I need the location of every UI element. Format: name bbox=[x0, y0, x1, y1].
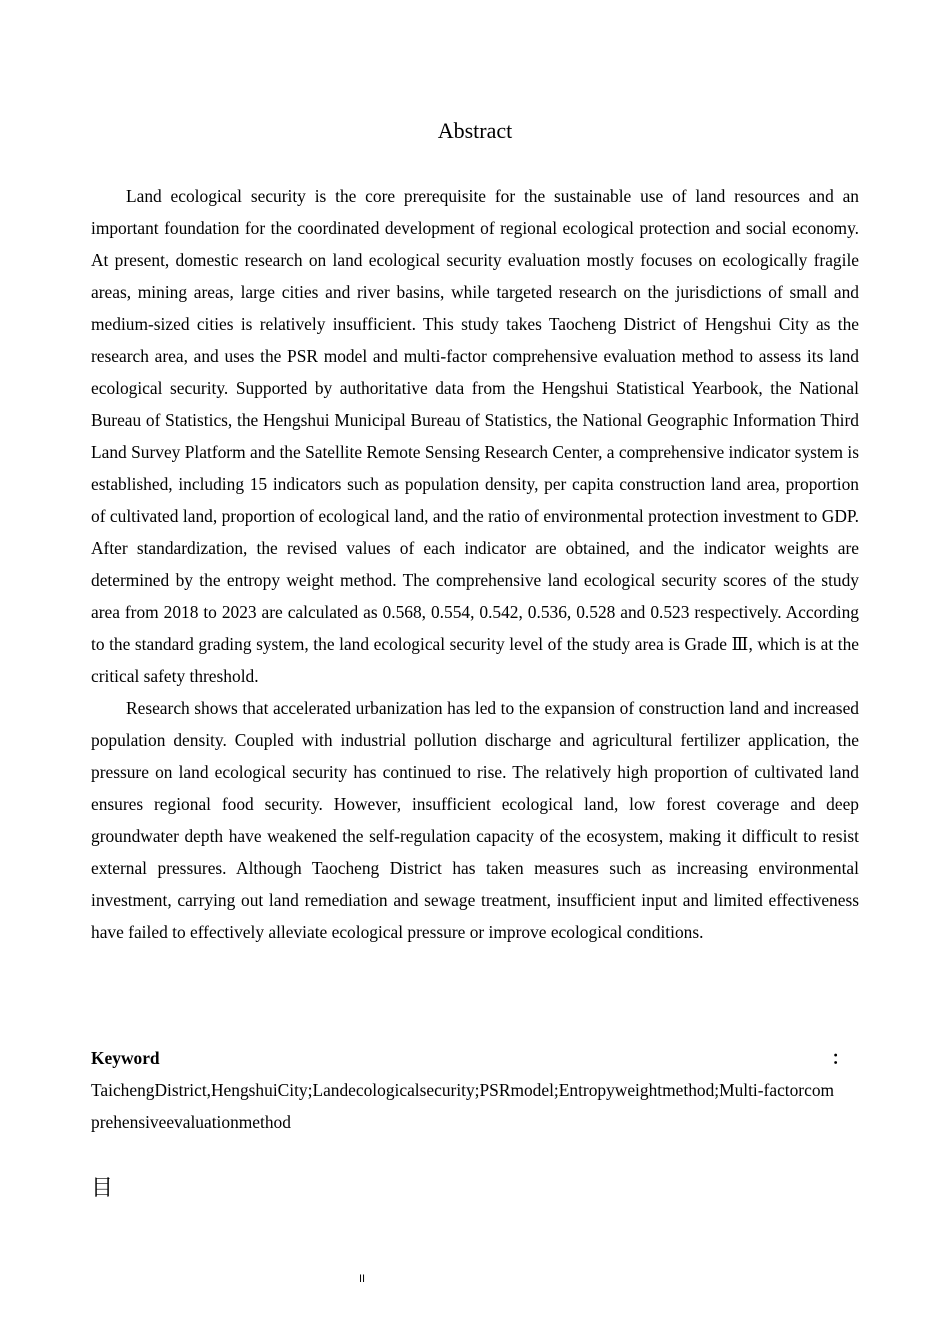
keywords-section bbox=[91, 1042, 859, 1138]
keywords-list: TaichengDistrict,HengshuiCity;Landecologicalsecurity;PSRmodel;Entropyweightmethod;Multi-factorcomprehensiveevaluationmethod bbox=[91, 1080, 835, 1132]
abstract-body bbox=[91, 180, 859, 948]
keywords-header bbox=[91, 1042, 859, 1074]
abstract-title: Abstract bbox=[437, 118, 513, 143]
abstract-paragraph-1: Land ecological security is the core prerequisite for the sustainable use of land resources and an important foundation for the coordinated development of regional ecological protection and social economy. At present, domestic research on land ecological security evaluation mostly focuses on ecologically fragile areas, mining areas, large cities and river basins, while targeted research on the jurisdictions of small and medium-sized cities is relatively insufficient. This study takes Taocheng District of Hengshui City as the research area, and uses the PSR model and multi-factor comprehensive evaluation method to assess its land ecological security. Supported by authoritative data from the Hengshui Statistical Yearbook, the National Bureau of Statistics, the Hengshui Municipal Bureau of Statistics, the National Geographic Information Third Land Survey Platform and the Satellite Remote Sensing Research Center, a comprehensive indicator system is established, including 15 indicators such as population density, per capita construction land area, proportion of cultivated land, proportion of ecological land, and the ratio of environmental protection investment to GDP. After standardization, the revised values of each indicator are obtained, and the indicator weights are determined by the entropy weight method. The comprehensive land ecological security scores of the study area from 2018 to 2023 are calculated as 0.568, 0.554, 0.542, 0.536, 0.528 and 0.523 respectively. According to the standard grading system, the land ecological security level of the study area is Grade Ⅲ, which is at the critical safety threshold. bbox=[91, 186, 859, 686]
abstract-paragraph-2: Research shows that accelerated urbanization has led to the expansion of construction land and increased population density. Coupled with industrial pollution discharge and agricultural fertilizer application, the pressure on land ecological security has continued to rise. The relatively high proportion of cultivated land ensures regional food security. However, insufficient ecological land, low forest coverage and deep groundwater depth have weakened the self-regulation capacity of the ecosystem, making it difficult to resist external pressures. Although Taocheng District has taken measures such as increasing environmental investment, carrying out land remediation and sewage treatment, insufficient input and limited effectiveness have failed to effectively alleviate ecological pressure or improve ecological conditions. bbox=[91, 698, 859, 942]
keywords-colon: ： bbox=[831, 1048, 849, 1068]
keywords-label: Keyword bbox=[91, 1048, 160, 1068]
page-number: II bbox=[359, 1273, 366, 1285]
toc-heading: 目 bbox=[91, 1176, 114, 1201]
